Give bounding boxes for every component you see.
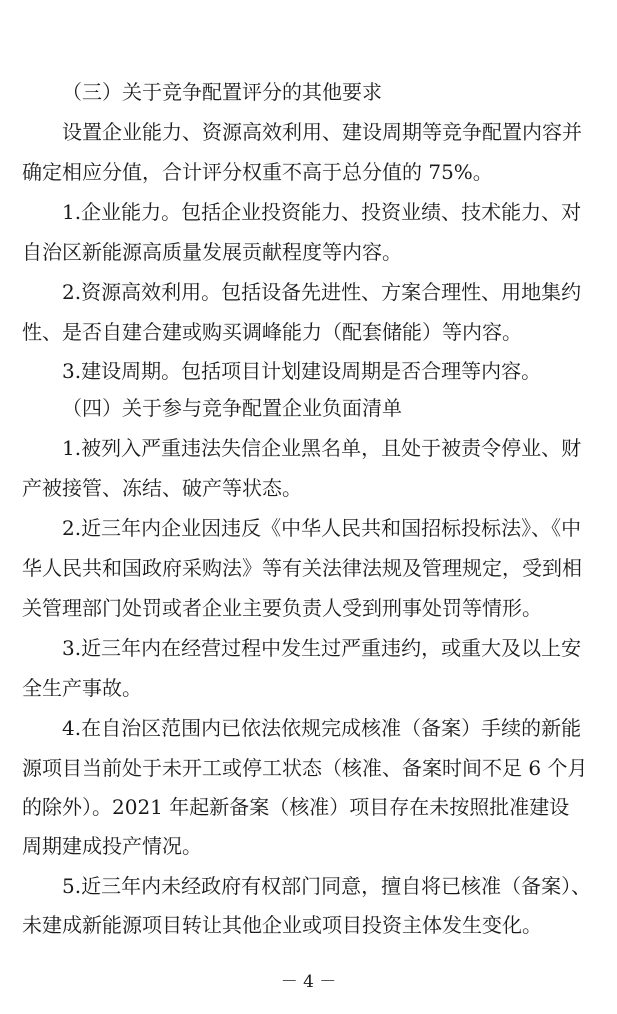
paragraph-line: 1.被列入严重违法失信企业黑名单，且处于被责令停业、财	[62, 436, 582, 460]
paragraph-line: 产被接管、冻结、破产等状态。	[22, 476, 302, 500]
paragraph-line: 自治区新能源高质量发展贡献程度等内容。	[22, 240, 402, 264]
paragraph-line: 2.资源高效利用。包括设备先进性、方案合理性、用地集约	[62, 280, 582, 304]
paragraph-line: 源项目当前处于未开工或停工状态（核准、备案时间不足 6 个月	[22, 756, 588, 780]
paragraph-line: 1.企业能力。包括企业投资能力、投资业绩、技术能力、对	[62, 200, 582, 224]
paragraph-line: 周期建成投产情况。	[22, 834, 202, 858]
paragraph-line: 的除外）。2021 年起新备案（核准）项目存在未按照批准建设	[22, 795, 570, 819]
paragraph-line: 未建成新能源项目转让其他企业或项目投资主体发生变化。	[22, 913, 542, 937]
section-heading-3: （三）关于竞争配置评分的其他要求	[62, 80, 382, 104]
paragraph-line: 2.近三年内企业因违反《中华人民共和国招标投标法》、《中	[62, 516, 582, 540]
section-heading-4: （四）关于参与竞争配置企业负面清单	[62, 396, 402, 420]
paragraph-line: 4.在自治区范围内已依法依规完成核准（备案）手续的新能	[62, 716, 582, 740]
paragraph-line: 性、是否自建合建或购买调峰能力（配套储能）等内容。	[22, 320, 522, 344]
paragraph-line: 5.近三年内未经政府有权部门同意，擅自将已核准（备案）、	[62, 874, 592, 898]
paragraph-line: 华人民共和国政府采购法》等有关法律法规及管理规定，受到相	[22, 556, 582, 580]
paragraph-line: 确定相应分值，合计评分权重不高于总分值的 75%。	[22, 160, 493, 184]
paragraph-line: 3.建设周期。包括项目计划建设周期是否合理等内容。	[62, 359, 542, 383]
paragraph-line: 关管理部门处罚或者企业主要负责人受到刑事处罚等情形。	[22, 596, 542, 620]
paragraph-line: 3.近三年内在经营过程中发生过严重违约，或重大及以上安	[62, 636, 582, 660]
page-number: － 4 －	[280, 972, 337, 992]
paragraph-line: 全生产事故。	[22, 676, 142, 700]
paragraph-line: 设置企业能力、资源高效利用、建设周期等竞争配置内容并	[62, 120, 582, 144]
